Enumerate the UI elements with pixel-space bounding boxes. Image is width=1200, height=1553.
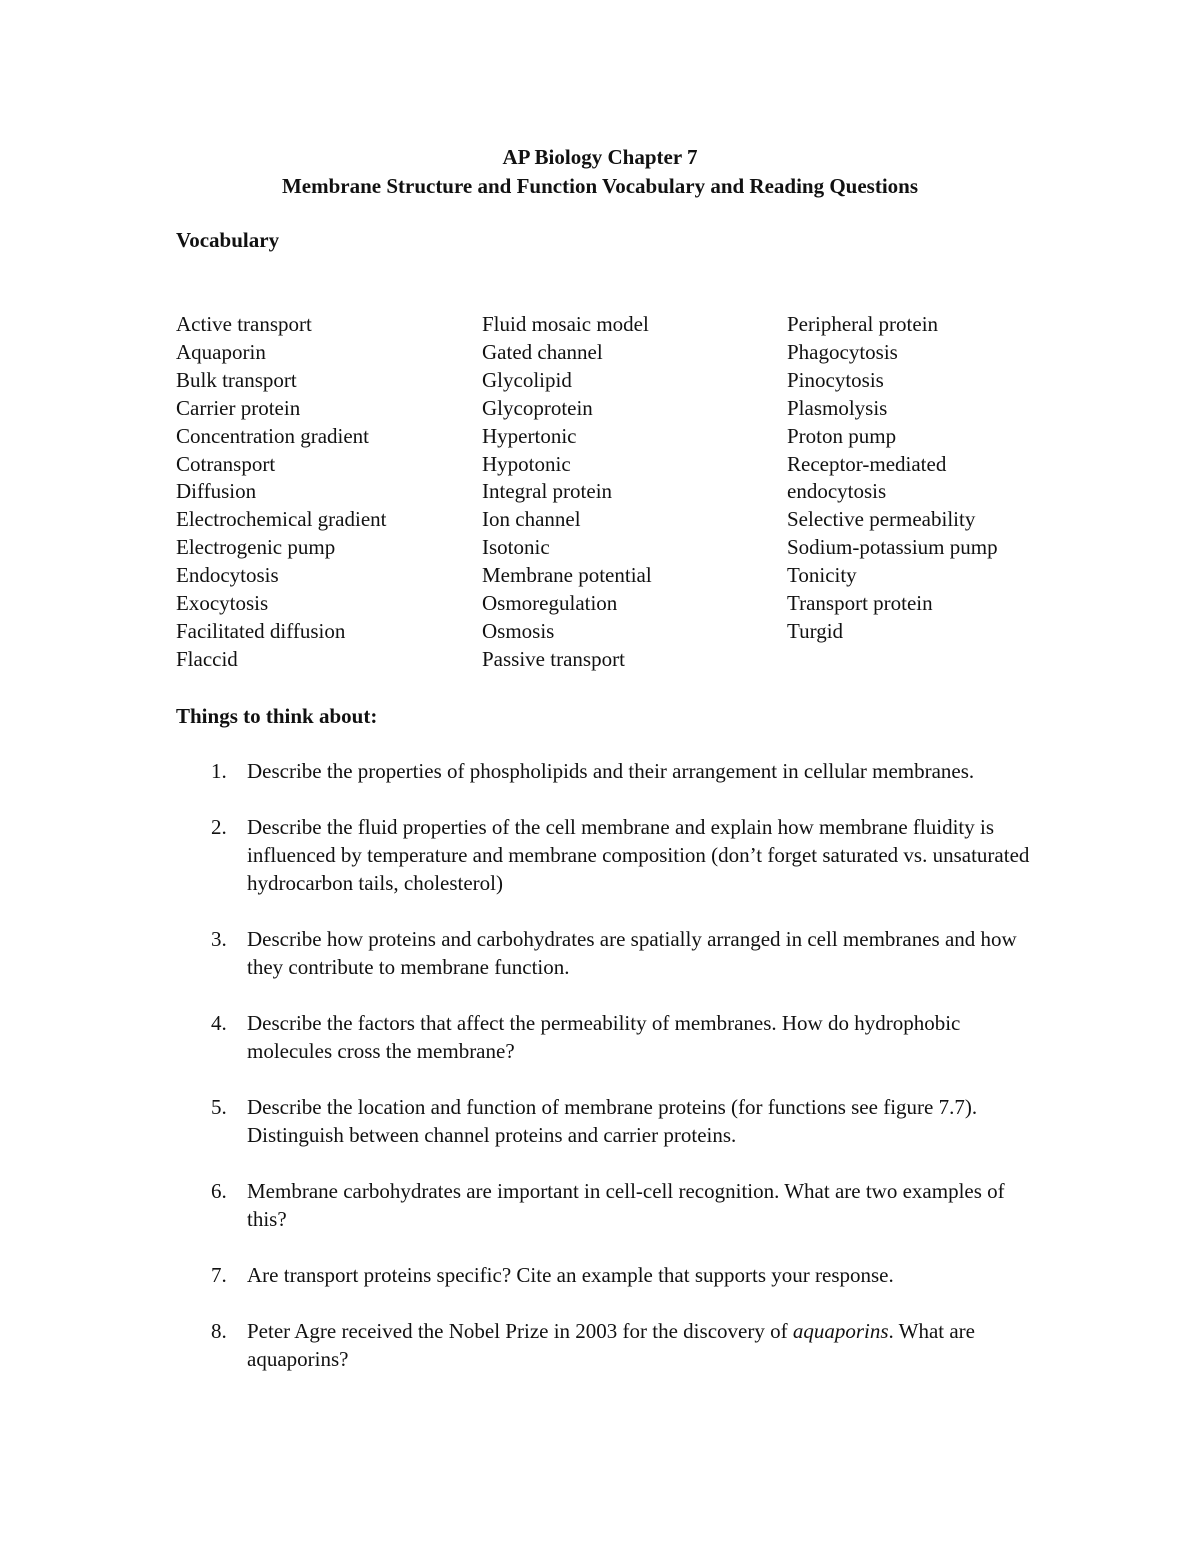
vocabulary-column-1 [176, 311, 386, 674]
vocab-term: Integral protein [482, 479, 613, 504]
vocab-term: Endocytosis [176, 563, 279, 588]
document-subtitle: Membrane Structure and Function Vocabulary and Reading Questions [281, 174, 919, 198]
vocab-term: Facilitated diffusion [176, 618, 346, 643]
vocab-term: Glycoprotein [482, 395, 593, 420]
question-text: Membrane carbohydrates are important in cell-cell recognition. What are two examples of this? [247, 1179, 1005, 1231]
question-text: Are transport proteins specific? Cite an example that supports your response. [247, 1263, 894, 1287]
question-number: 1. [211, 759, 227, 783]
vocab-term: Bulk transport [176, 367, 297, 392]
question-item [176, 1177, 1036, 1233]
vocab-term: Concentration gradient [176, 423, 370, 448]
vocab-term: Sodium-potassium pump [787, 535, 998, 560]
question-item [176, 813, 1036, 897]
vocab-term: Carrier protein [176, 395, 301, 420]
question-item [176, 1261, 1036, 1289]
question-number: 4. [211, 1011, 227, 1035]
vocab-term: Ion channel [482, 507, 581, 532]
question-number: 3. [211, 927, 227, 951]
question-item [176, 757, 1036, 785]
vocab-term: Phagocytosis [787, 339, 898, 364]
vocab-term: Membrane potential [482, 563, 652, 588]
question-item [176, 925, 1036, 981]
vocab-term: Gated channel [482, 339, 603, 364]
vocab-term: endocytosis [787, 479, 887, 504]
vocab-term: Diffusion [176, 479, 257, 504]
question-number: 8. [211, 1319, 227, 1343]
title-block [0, 143, 1200, 201]
question-text-before: Peter Agre received the Nobel Prize in 2003 for the discovery of [247, 1319, 793, 1343]
vocab-term: Electrochemical gradient [176, 507, 387, 532]
question-number: 2. [211, 815, 227, 839]
vocab-term: Fluid mosaic model [482, 312, 649, 336]
question-text: Describe how proteins and carbohydrates are spatially arranged in cell membranes and how they contribute to membrane function. [247, 927, 1017, 979]
question-text-after: . What are aquaporins? [247, 1319, 975, 1371]
vocab-term: Tonicity [787, 563, 857, 588]
vocab-term: Plasmolysis [787, 395, 888, 420]
question-text [247, 1319, 975, 1371]
question-emphasis: aquaporins [792, 1319, 889, 1343]
vocab-term: Flaccid [176, 646, 238, 671]
vocab-term: Aquaporin [176, 339, 266, 364]
vocabulary-column-2 [482, 311, 652, 674]
question-number: 6. [211, 1179, 227, 1203]
vocab-term: Selective permeability [787, 507, 976, 532]
vocab-term: Exocytosis [176, 591, 269, 616]
question-number: 5. [211, 1095, 227, 1119]
question-text: Describe the fluid properties of the cell membrane and explain how membrane fluidity is influenced by temperature and membrane composition (don’t forget saturated vs. unsaturated hydrocarbon tails, cholesterol) [247, 815, 1030, 895]
vocabulary-heading: Vocabulary [176, 228, 280, 252]
question-text: Describe the location and function of membrane proteins (for functions see figure 7.7). Distinguish between channel proteins and carrier proteins. [247, 1095, 978, 1147]
question-item [176, 1093, 1036, 1149]
vocab-term: Osmoregulation [482, 591, 618, 616]
vocab-term: Turgid [787, 618, 844, 643]
vocab-term: Electrogenic pump [176, 535, 336, 560]
vocab-term: Active transport [176, 312, 312, 336]
question-text: Describe the factors that affect the permeability of membranes. How do hydrophobic molecules cross the membrane? [247, 1011, 961, 1063]
vocab-term: Isotonic [482, 535, 550, 560]
question-list [176, 757, 1036, 1401]
vocab-term: Hypertonic [482, 423, 577, 448]
question-item [176, 1317, 1036, 1373]
question-number: 7. [211, 1263, 227, 1287]
vocabulary-column-3 [787, 311, 998, 646]
vocab-term: Glycolipid [482, 367, 572, 392]
vocab-term: Cotransport [176, 451, 276, 476]
document-title: AP Biology Chapter 7 [502, 145, 698, 169]
vocab-term: Transport protein [787, 591, 933, 616]
question-text: Describe the properties of phospholipids and their arrangement in cellular membranes. [247, 759, 975, 783]
vocab-term: Pinocytosis [787, 367, 884, 392]
question-item [176, 1009, 1036, 1065]
vocab-term: Hypotonic [482, 451, 571, 476]
vocab-term: Passive transport [482, 646, 625, 671]
questions-heading: Things to think about: [176, 704, 378, 728]
vocab-term: Osmosis [482, 618, 555, 643]
vocab-term: Receptor-mediated [787, 451, 947, 476]
vocab-term: Proton pump [787, 423, 897, 448]
vocab-term: Peripheral protein [787, 312, 939, 336]
